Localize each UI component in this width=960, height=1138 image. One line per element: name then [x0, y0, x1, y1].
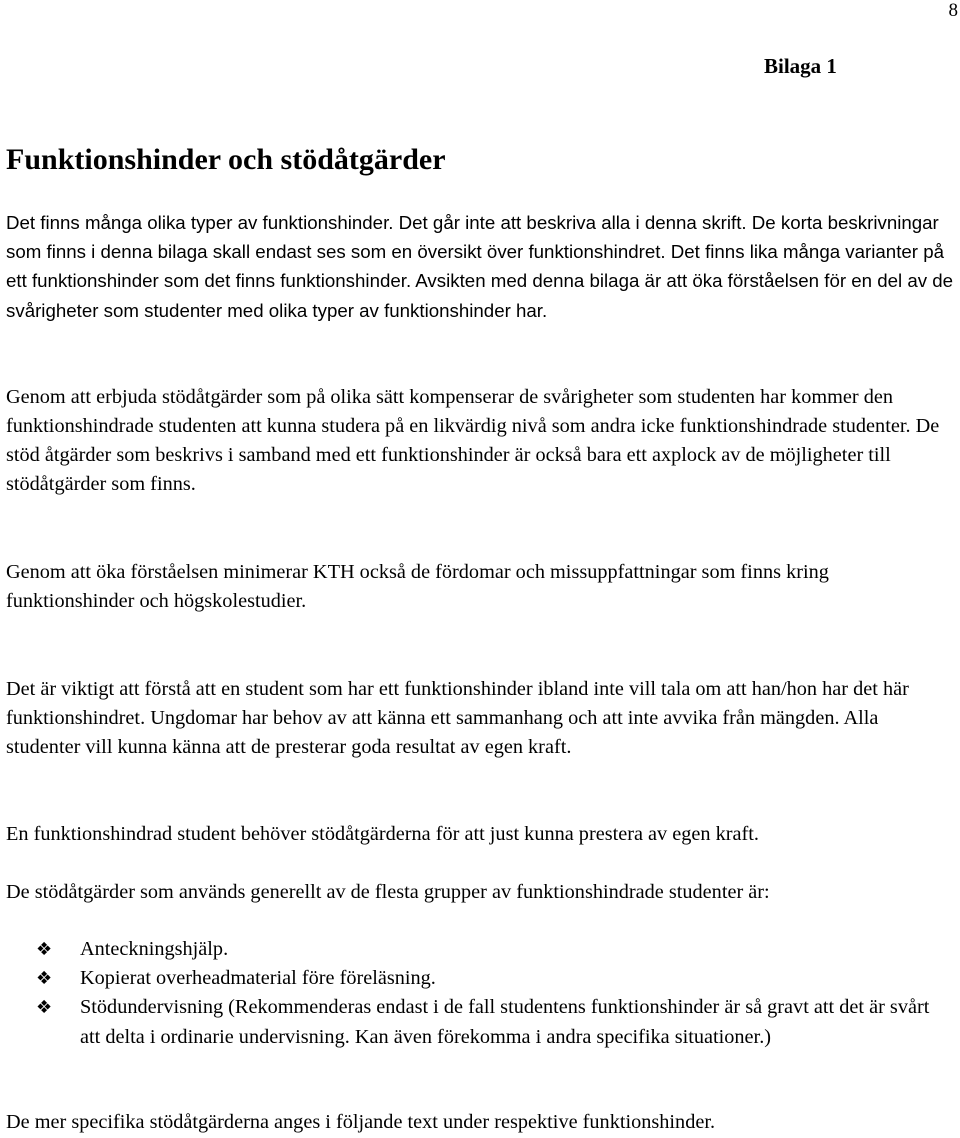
disclosure-paragraph: Det är viktigt att förstå att en student som har ett funktionshinder ibland inte vill tala om att han/hon har det här funktionshindret. Ungdomar har behov av att känna ett sammanhang och att inte avvika från mängden. Alla studenter vill kunna känna att de presterar goda resultat av egen kraft.: [6, 678, 909, 758]
intro-paragraph: Det finns många olika typer av funktionshinder. Det går inte att beskriva alla i denna skrift. De korta beskrivningar som finns i denna bilaga skall endast ses som en översikt över funktionshindret. Det finns lika många varianter på ett funktionshinder som det finns funktionshinder. Avsikten med denna bilaga är att öka förståelsen för en del av de svårigheter som studenter med olika typer av funktionshinder har.: [6, 212, 954, 321]
list-item-text: Kopierat overheadmaterial före föreläsning.: [80, 967, 436, 990]
understanding-paragraph: Genom att öka förståelsen minimerar KTH också de fördomar och missuppfattningar som finns kring funktionshinder och högskolestudier.: [6, 561, 829, 612]
measures-list: [6, 935, 946, 1052]
diamond-bullet-icon: ❖: [36, 939, 53, 960]
list-item: [6, 935, 946, 964]
diamond-bullet-icon: ❖: [36, 997, 53, 1019]
diamond-bullet-icon: ❖: [36, 968, 53, 990]
general-measures-intro: De stödåtgärder som används generellt av de flesta grupper av funktionshindrade studenter är:: [6, 881, 770, 903]
page-number: 8: [948, 0, 958, 21]
list-item-text: Anteckningshjälp.: [80, 938, 229, 960]
list-item: [6, 993, 946, 1051]
appendix-label: Bilaga 1: [764, 54, 837, 78]
document-title: Funktionshinder och stödåtgärder: [6, 143, 446, 176]
support-paragraph: Genom att erbjuda stödåtgärder som på olika sätt kompenserar de svårigheter som studenten har kommer den funktionshindrade studenten att kunna studera på en likvärdig nivå som andra icke funktionshindrade studenter. De stöd åtgärder som beskrivs i samband med ett funktionshinder är också bara ett axplock av de möjligheter till stödåtgärder som finns.: [6, 386, 940, 495]
list-item: [6, 964, 946, 993]
closing-paragraph: De mer specifika stödåtgärderna anges i följande text under respektive funktionshinder.: [6, 1111, 716, 1133]
list-item-text: Stödundervisning (Rekommenderas endast i de fall studentens funktionshinder är så gravt att det är svårt att delta i ordinarie undervisning. Kan även förekomma i andra specifika situationer.): [80, 996, 930, 1048]
own-strength-paragraph: En funktionshindrad student behöver stödåtgärderna för att just kunna prestera av egen kraft.: [6, 823, 759, 845]
